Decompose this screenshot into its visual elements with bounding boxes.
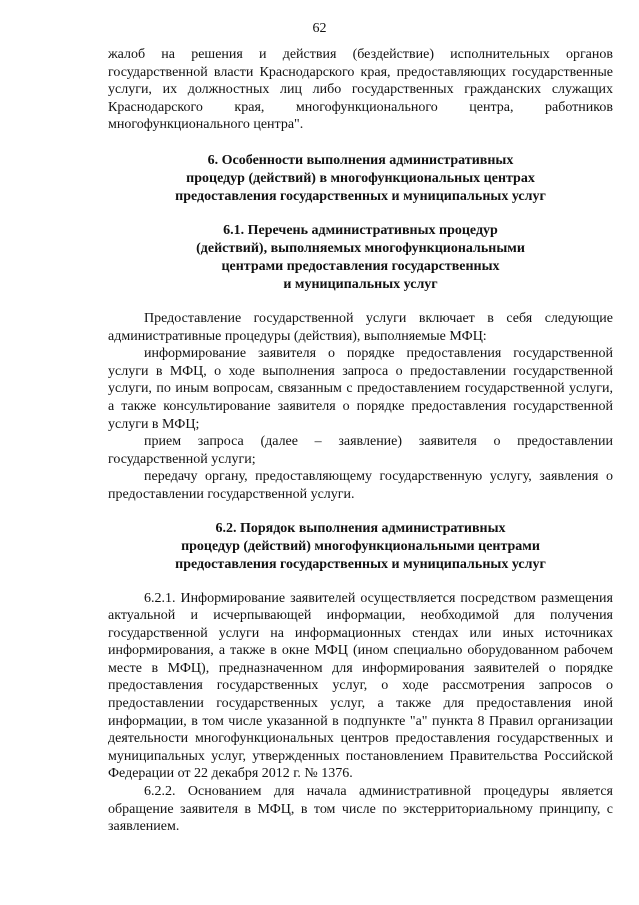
section-6-1-heading-line: и муниципальных услуг [283, 276, 438, 292]
page-content [108, 46, 613, 836]
section-6-1-heading-line: 6.1. Перечень административных процедур [223, 222, 498, 238]
intro-paragraph: жалоб на решения и действия (бездействие) исполнительных органов государственной власти Краснодарского края, предоставляющих государственные услуги, их должностных лиц либо государственных гражданских служащих Краснодарского края, многофункционального центра, работников многофункционального центра". [108, 47, 613, 133]
section-6-2-heading-line: предоставления государственных и муниципальных услуг [175, 556, 546, 572]
section-6-heading-line: процедур (действий) в многофункциональных центрах [186, 170, 535, 186]
section-6-2-heading [108, 520, 613, 574]
section-6-1-paragraph: прием запроса (далее – заявление) заявителя о предоставлении государственной услуги; [108, 434, 613, 467]
section-6-1-paragraph: Предоставление государственной услуги включает в себя следующие административные процедуры (действия), выполняемые МФЦ: [108, 310, 613, 344]
section-6-2-paragraph: 6.2.1. Информирование заявителей осуществляется посредством размещения актуальной и исчерпывающей информации, необходимой для получения государственной услуги на информационных стендах или иных источниках информирования, а также в окне МФЦ (ином специально оборудованном рабочем месте в МФЦ), предназначенном для информирования заявителей о порядке предоставления государственных услуг, о ходе рассмотрения запросов о предоставлении государственных услуг, а также для предоставления иной информации, в том числе указанной в подпункте "а" пункта 8 Правил организации деятельности многофункциональных центров предоставления государственных и муниципальных услуг, утвержденных постановлением Правительства Российской Федерации от 22 декабря 2012 г. № 1376. [108, 590, 613, 782]
page-number: 62 [312, 21, 327, 36]
section-6-2-paragraph: 6.2.2. Основанием для начала административной процедуры является обращение заявителя в МФЦ, в том числе по экстерриториальному принципу, с заявлением. [108, 784, 613, 835]
section-6-1-heading [108, 222, 613, 294]
section-6-2-heading-line: процедур (действий) многофункциональными центрами [181, 538, 540, 554]
section-6-1-heading-line: (действий), выполняемых многофункциональными [196, 240, 525, 256]
section-6-heading-line: предоставления государственных и муниципальных услуг [175, 188, 546, 204]
section-6-heading [108, 152, 613, 206]
section-6-1-paragraph: информирование заявителя о порядке предоставления государственной услуги в МФЦ, о ходе выполнения запроса о предоставлении государственной услуги, по иным вопросам, связанным с предоставлением государственной услуги, а также консультирование заявителя о порядке предоставления государственной услуги в МФЦ; [108, 346, 613, 432]
section-6-1-paragraph: передачу органу, предоставляющему государственную услугу, заявления о предоставлении государственной услуги. [108, 469, 613, 502]
section-6-2-heading-line: 6.2. Порядок выполнения административных [215, 520, 506, 536]
section-6-heading-line: 6. Особенности выполнения административных [207, 152, 514, 168]
section-6-1-heading-line: центрами предоставления государственных [221, 258, 500, 274]
